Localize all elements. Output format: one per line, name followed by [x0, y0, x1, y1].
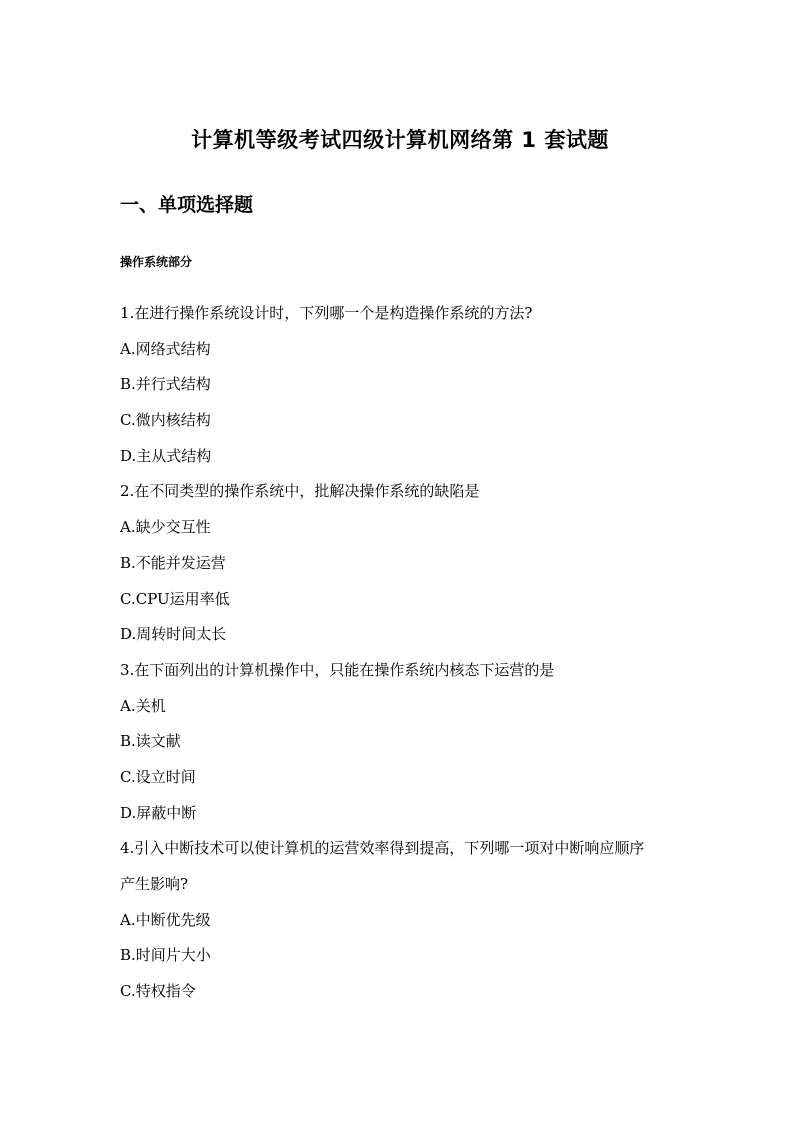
- option-line: C.特权指令: [120, 982, 196, 1001]
- option-line: D.屏蔽中断: [120, 803, 197, 822]
- question-3: 3.在下面列出的计算机操作中，只能在操作系统内核态下运营的是: [120, 660, 555, 679]
- option-line: B.不能并发运营: [120, 553, 226, 572]
- option-line: C.CPU运用率低: [120, 589, 230, 608]
- document-title: 计算机等级考试四级计算机网络第 1 套试题: [191, 128, 609, 152]
- subsection-heading: 操作系统部分: [120, 255, 193, 269]
- question-list: [120, 301, 690, 1015]
- option-line: A.缺少交互性: [120, 518, 211, 537]
- option-line: C.微内核结构: [120, 411, 211, 430]
- question-4: 4.引入中断技术可以使计算机的运营效率得到提高，下列哪一项对中断响应顺序: [120, 839, 645, 858]
- option-line: C.设立时间: [120, 767, 196, 786]
- option-line: A.中断优先级: [120, 910, 211, 929]
- question-1: 1.在进行操作系统设计时，下列哪一个是构造操作系统的方法?: [120, 304, 533, 322]
- option-line: D.主从式结构: [120, 446, 212, 465]
- option-line: A.网络式结构: [120, 339, 211, 358]
- question-4-continued: 产生影响?: [120, 875, 189, 893]
- question-2: 2.在不同类型的操作系统中，批解决操作系统的缺陷是: [120, 482, 480, 501]
- option-line: A.关机: [120, 696, 166, 715]
- option-line: B.时间片大小: [120, 946, 211, 965]
- section-heading: 一、单项选择题: [120, 194, 254, 216]
- option-line: B.并行式结构: [120, 375, 211, 394]
- option-line: B.读文献: [120, 732, 181, 751]
- option-line: D.周转时间太长: [120, 625, 227, 644]
